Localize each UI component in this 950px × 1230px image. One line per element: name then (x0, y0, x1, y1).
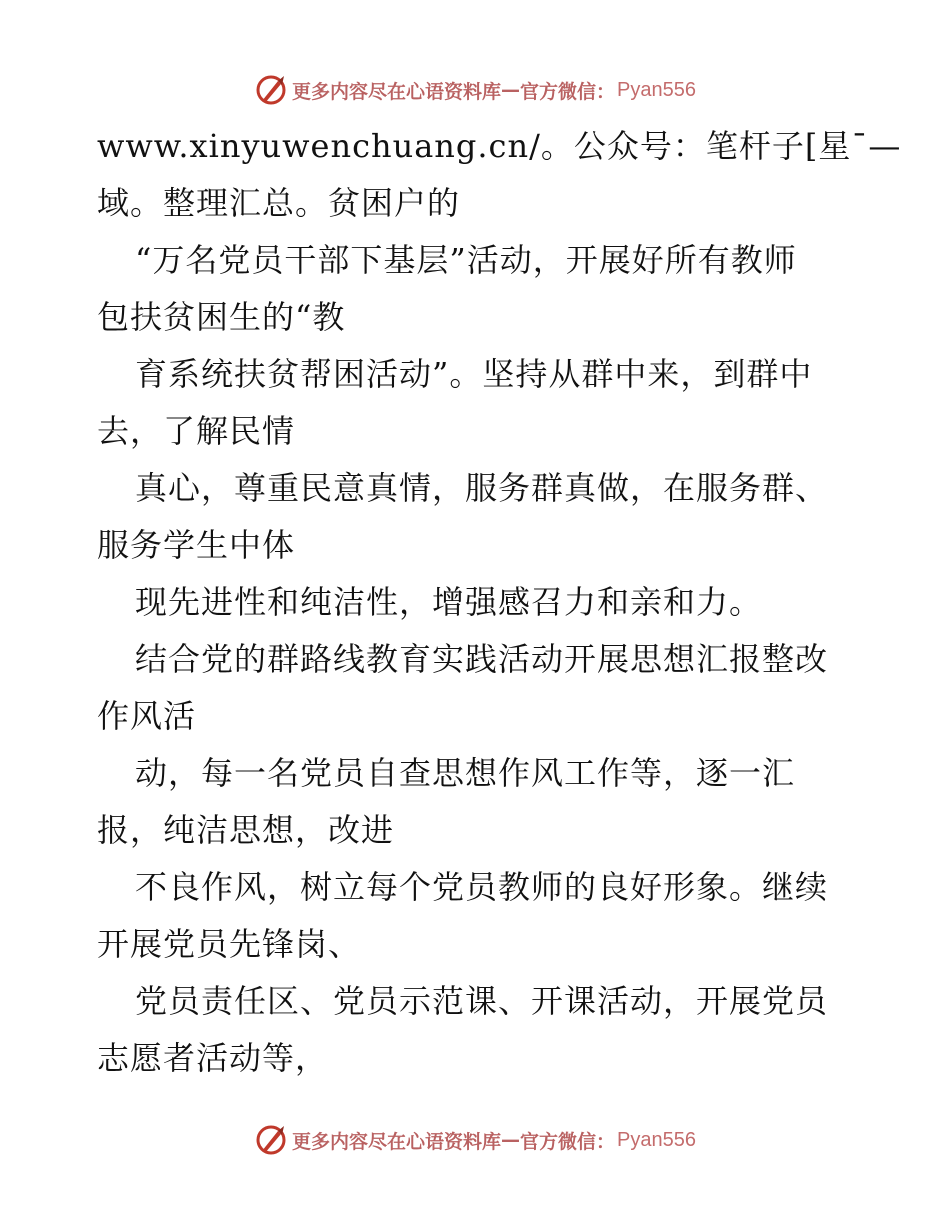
body-line-16: 党员责任区、党员示范课、开课活动，开展党员 (135, 982, 829, 1020)
body-line-8: 服务学生中体 (97, 526, 296, 564)
watermark-label: 官方微信： (520, 80, 616, 103)
document-body (97, 118, 902, 1087)
body-line-6: 去，了解民情 (97, 412, 296, 450)
body-line-15: 开展党员先锋岗、 (97, 925, 362, 963)
body-line-1: www.xinyuwenchuang.cn/。公众号：笔杆子[星¯— (97, 127, 902, 165)
body-line-4: 包扶贫困生的“教 (97, 298, 346, 336)
watermark-dash: — (501, 1129, 521, 1151)
body-line-11: 作风活 (97, 697, 197, 735)
watermark-text: 更多内容尽在心语资料库 (292, 80, 502, 103)
body-line-9: 现先进性和纯洁性，增强感召力和亲和力。 (135, 583, 763, 621)
footer-watermark (0, 1120, 950, 1160)
body-line-10: 结合党的群路线教育实践活动开展思想汇报整改 (135, 640, 829, 678)
watermark-dash: — (501, 79, 521, 101)
header-watermark (0, 70, 950, 110)
body-line-3: “万名党员干部下基层”活动，开展好所有教师 (135, 241, 797, 279)
body-line-7: 真心，尊重民意真情，服务群真做，在服务群、 (135, 469, 829, 507)
body-line-14: 不良作风，树立每个党员教师的良好形象。继续 (135, 868, 829, 906)
watermark-id: Pyan556 (617, 78, 696, 101)
body-line-2: 域。整理汇总。贫困户的 (97, 184, 461, 222)
body-line-12: 动，每一名党员自查思想作风工作等，逐一汇 (135, 754, 796, 792)
watermark-text: 更多内容尽在心语资料库 (292, 1130, 502, 1153)
quill-logo-icon (254, 73, 288, 107)
body-line-13: 报，纯洁思想，改进 (97, 811, 395, 849)
watermark-id: Pyan556 (617, 1128, 696, 1151)
watermark-label: 官方微信： (520, 1130, 616, 1153)
body-line-17: 志愿者活动等， (97, 1039, 329, 1077)
body-line-5: 育系统扶贫帮困活动”。坚持从群中来，到群中 (135, 355, 813, 393)
quill-logo-icon (254, 1123, 288, 1157)
